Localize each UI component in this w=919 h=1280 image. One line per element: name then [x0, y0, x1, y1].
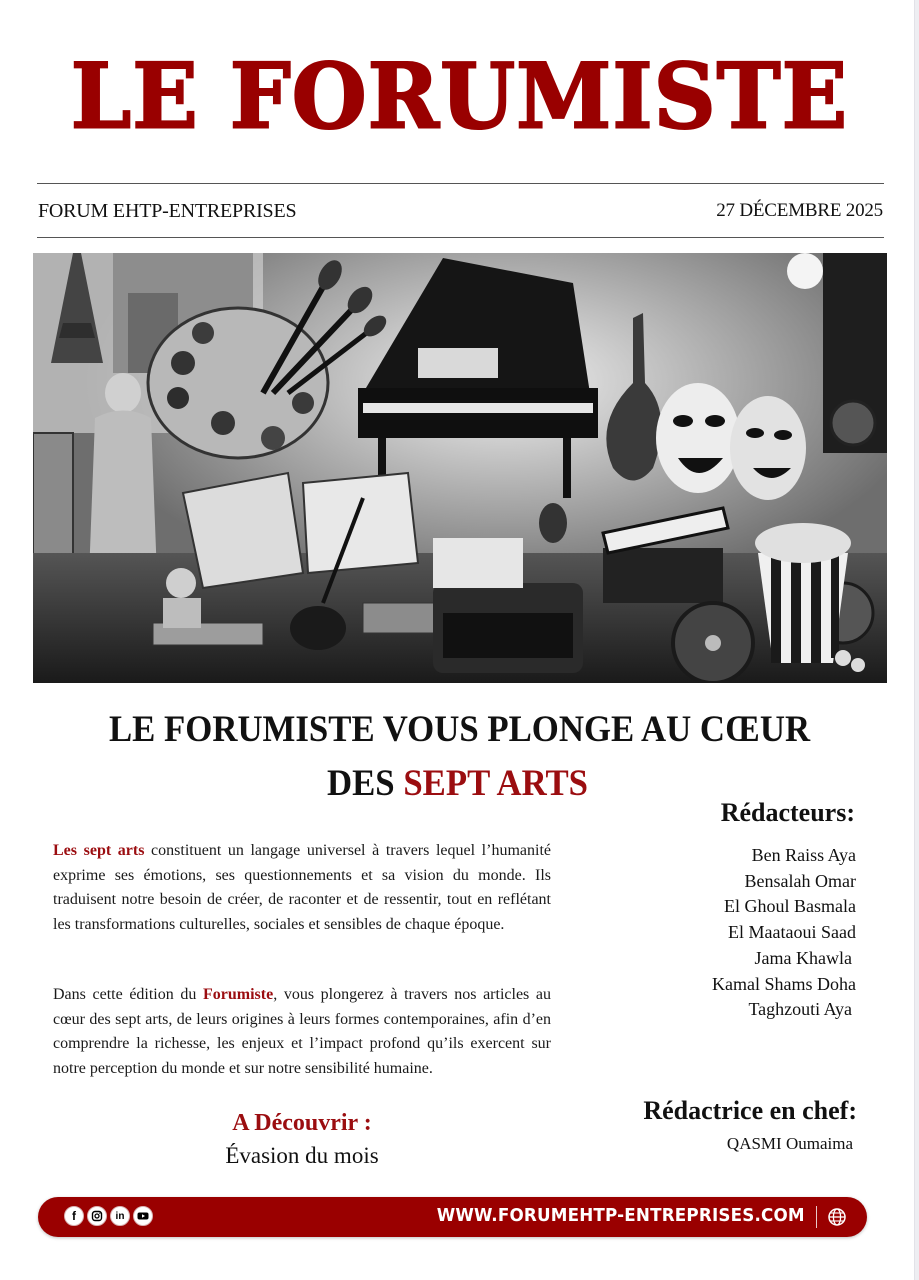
editor-name: Jama Khawla	[754, 947, 852, 968]
paragraph-2-text-before: Dans cette édition du	[53, 986, 203, 1003]
globe-icon[interactable]	[827, 1207, 847, 1227]
publication-name: FORUM EHTP-ENTREPRISES	[38, 200, 297, 222]
article-paragraph-2	[53, 983, 551, 1081]
page-edge	[914, 0, 919, 1280]
editor-name: Bensalah Omar	[744, 870, 856, 891]
forumiste-highlight: Forumiste	[203, 986, 274, 1003]
article-paragraph-1	[53, 839, 551, 937]
social-links	[64, 1206, 153, 1226]
headline-prefix: DES	[326, 763, 404, 804]
chief-editor-heading: Rédactrice en chef:	[643, 1096, 857, 1125]
divider-bottom	[37, 237, 884, 238]
youtube-icon[interactable]	[133, 1206, 153, 1226]
editors-heading: Rédacteurs:	[720, 798, 855, 827]
lead-highlight: Les sept arts	[53, 842, 145, 859]
editor-name: El Ghoul Basmala	[724, 896, 856, 917]
issue-date: 27 DÉCEMBRE 2025	[716, 200, 883, 221]
chief-editor-name: QASMI Oumaima	[726, 1134, 853, 1153]
facebook-icon[interactable]: f	[64, 1206, 84, 1226]
discover-heading: A Découvrir :	[232, 1110, 372, 1136]
seven-arts-collage-illustration	[33, 253, 887, 683]
divider-top	[37, 183, 884, 184]
editors-list	[712, 843, 856, 1023]
linkedin-icon[interactable]: in	[110, 1206, 130, 1226]
discover-subtitle: Évasion du mois	[225, 1143, 379, 1168]
instagram-icon[interactable]	[87, 1206, 107, 1226]
footer-bar	[38, 1197, 867, 1237]
url-divider	[816, 1206, 817, 1228]
editor-name: El Maataoui Saad	[728, 922, 856, 943]
editor-name: Ben Raiss Aya	[751, 845, 856, 865]
paragraph-2-text-after: , vous plongerez à travers nos articles au cœur des sept arts, de leurs origines à leurs formes contemporaines, afin d’en comprendre la richesse, les enjeux et l’impact profond qu’ils exercent sur notre perception du monde et sur notre sensibilité humaine.	[53, 986, 551, 1077]
masthead-title: LE FORUMISTE	[70, 43, 849, 150]
paragraph-1-text: constituent un langage universel à travers lequel l’humanité exprime ses émotions, ses questionnements et sa vision du monde. Ils traduisent notre besoin de créer, de raconter et de ressentir, tout en reflétant les transformations culturelles, sociales et sensibles de chaque époque.	[53, 842, 551, 933]
editor-name: Taghzouti Aya	[748, 999, 852, 1020]
headline-line-1: LE FORUMISTE VOUS PLONGE AU CŒUR	[108, 709, 811, 750]
editor-name: Kamal Shams Doha	[712, 973, 856, 994]
hero-image	[33, 253, 887, 683]
website-link[interactable]: WWW.FORUMEHTP-ENTREPRISES.COM	[436, 1205, 805, 1226]
headline-accent: SEPT ARTS	[403, 763, 589, 804]
